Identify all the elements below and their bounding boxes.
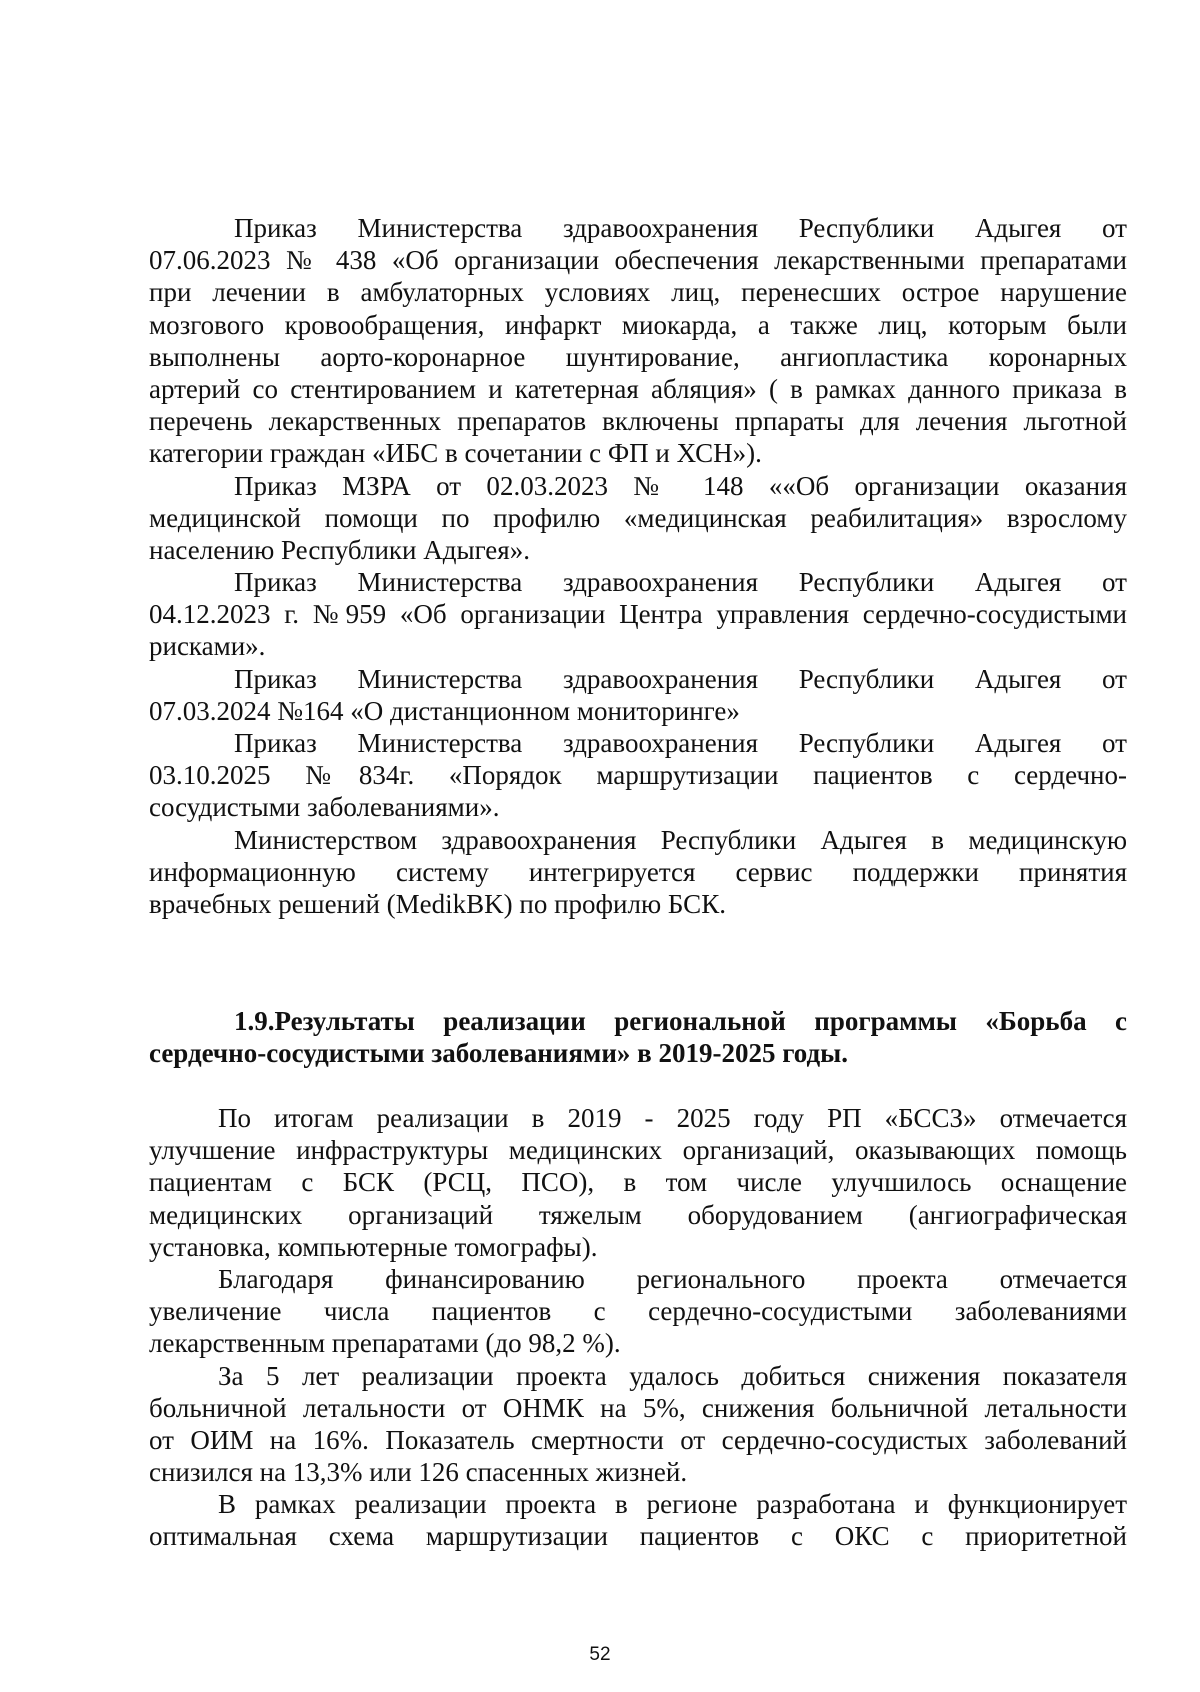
paragraph-line: По итогам реализации в 2019 - 2025 году РП «БССЗ» отмечается	[218, 1103, 1127, 1133]
paragraph-line: 04.12.2023 г. №959 «Об организации Центра управления сердечно-сосудистыми	[149, 599, 1127, 630]
paragraph-line: выполнены аорто-коронарное шунтирование, ангиопластика коронарных	[149, 341, 1127, 372]
paragraph-line: больничной летальности от ОНМК на 5%, снижения больничной летальности	[149, 1392, 1127, 1423]
paragraph-line: лекарственным препаратами (до 98,2 %).	[149, 1328, 621, 1359]
paragraph-line: перечень лекарственных препаратов включены прпараты для лечения льготной	[149, 406, 1127, 437]
paragraph-line: В рамках реализации проекта в регионе разработана и функционирует	[218, 1489, 1127, 1520]
paragraph-line: сосудистыми заболеваниями».	[149, 792, 500, 823]
paragraph-line: снизился на 13,3% или 126 спасенных жизней.	[149, 1457, 688, 1488]
paragraph-line: Благодаря финансированию регионального проекта отмечается	[218, 1263, 1127, 1294]
paragraph-line: при лечении в амбулаторных условиях лиц, перенесших острое нарушение	[149, 277, 1127, 308]
heading-line: 1.9.Результаты реализации региональной программы «Борьба с	[234, 1006, 1127, 1036]
paragraph-line: информационную систему интегрируется сервис поддержки принятия	[149, 856, 1127, 887]
paragraph-line: 07.06.2023 № 438 «Об организации обеспечения лекарственными препаратами	[149, 245, 1127, 276]
paragraph-line: оптимальная схема маршрутизации пациентов с ОКС с приоритетной	[149, 1521, 1127, 1552]
paragraph-line: За 5 лет реализации проекта удалось добиться снижения показателя	[218, 1360, 1127, 1391]
page-number: 52	[589, 1644, 611, 1665]
heading-line: сердечно-сосудистыми заболеваниями» в 2019-2025 годы.	[149, 1038, 848, 1069]
paragraph-line: рисками».	[149, 631, 266, 662]
paragraph-line: врачебных решений (MedikBK) по профилю БСК.	[149, 888, 726, 919]
paragraph-line: 03.10.2025 №834г. «Порядок маршрутизации пациентов с сердечно-	[149, 760, 1127, 791]
paragraph-line: Приказ МЗРА от 02.03.2023 № 148 ««Об организации оказания	[234, 470, 1127, 501]
paragraph-line: пациентам с БСК (РСЦ, ПСО), в том числе улучшилось оснащение	[149, 1167, 1127, 1198]
paragraph-line: улучшение инфраструктуры медицинских организаций, оказывающих помощь	[149, 1135, 1127, 1166]
section-heading	[149, 1005, 1127, 1069]
results-section	[149, 1102, 1127, 1553]
paragraph-line: Приказ Министерства здравоохранения Республики Адыгея от	[234, 567, 1127, 598]
paragraph-line: Приказ Министерства здравоохранения Республики Адыгея от	[234, 663, 1127, 694]
paragraph-line: Приказ Министерства здравоохранения Республики Адыгея от	[234, 213, 1127, 243]
paragraph-line: населению Республики Адыгея».	[149, 534, 530, 565]
paragraph-line: категории граждан «ИБС в сочетании с ФП и ХСН»).	[149, 438, 762, 469]
paragraph-line: артерий со стентированием и катетерная абляция» ( в рамках данного приказа в	[149, 373, 1127, 404]
paragraph-line: от ОИМ на 16%. Показатель смертности от сердечно-сосудистых заболеваний	[149, 1424, 1127, 1455]
paragraph-line: медицинских организаций тяжелым оборудованием (ангиографическая	[149, 1199, 1127, 1230]
paragraph-line: Приказ Министерства здравоохранения Республики Адыгея от	[234, 728, 1127, 758]
paragraph-line: Министерством здравоохранения Республики Адыгея в медицинскую	[234, 824, 1127, 855]
orders-section	[149, 212, 1127, 920]
paragraph-line: медицинской помощи по профилю «медицинская реабилитация» взрослому	[149, 502, 1127, 533]
paragraph-line: увеличение числа пациентов с сердечно-сосудистыми заболеваниями	[149, 1296, 1127, 1327]
paragraph-line: установка, компьютерные томографы).	[149, 1231, 598, 1262]
paragraph-line: 07.03.2024 №164 «О дистанционном мониторинге»	[149, 695, 740, 726]
paragraph-line: мозгового кровообращения, инфаркт миокарда, а также лиц, которым были	[149, 309, 1127, 340]
